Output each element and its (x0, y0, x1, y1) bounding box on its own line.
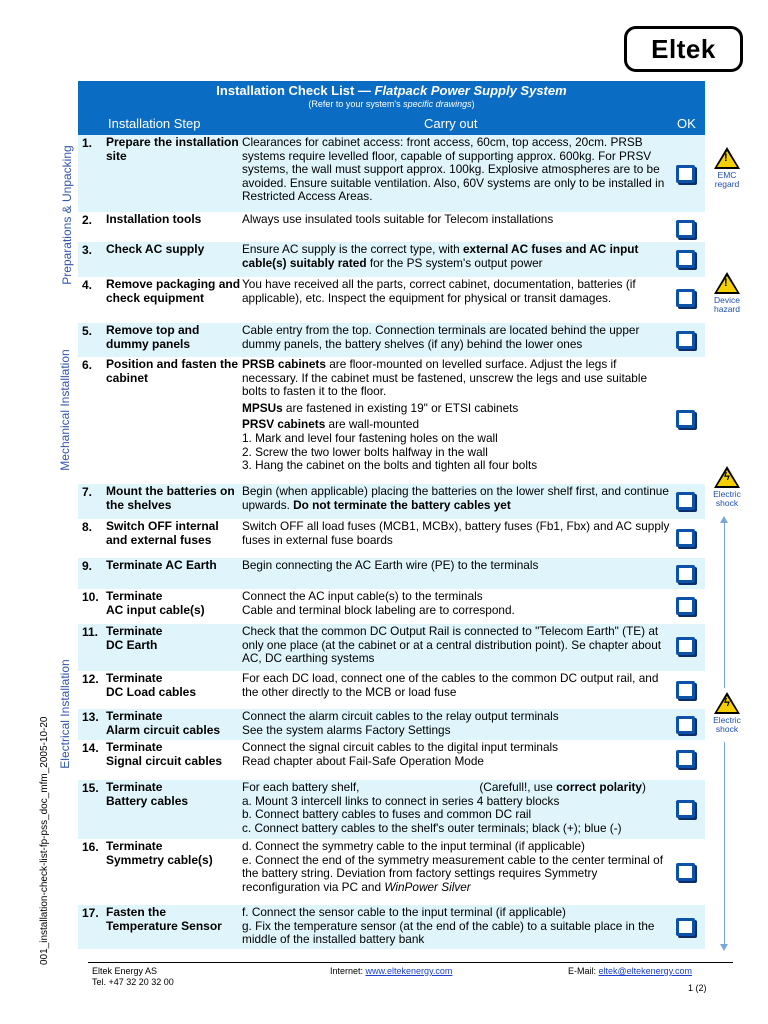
table-row (78, 558, 705, 589)
ok-checkbox[interactable] (676, 165, 695, 183)
step-title: Prepare the installation site (106, 135, 239, 163)
step-description: d. Connect the symmetry cable to the input terminal (if applicable) e. Connect the end of the symmetry measurement cable to the center terminal of the battery string. Deviation from factory settings requires Symmetry reconfiguration via PC and WinPower Silver (242, 839, 663, 894)
step-title: Switch OFF internal and external fuses (106, 519, 219, 547)
ok-checkbox[interactable] (676, 331, 695, 349)
step-title: Fasten the Temperature Sensor (106, 905, 222, 933)
section-label-prep: Preparations & Unpacking (60, 145, 74, 285)
ok-checkbox[interactable] (676, 410, 695, 428)
column-header-step: Installation Step (108, 116, 201, 131)
eltek-logo: Eltek (624, 26, 743, 72)
ok-checkbox[interactable] (676, 597, 695, 615)
step-number: 12. (82, 672, 99, 686)
step-number: 17. (82, 906, 99, 920)
step-description: PRSB cabinets are floor-mounted on levelled surface. Adjust the legs if necessary. If the cabinet must be fastened, unscrew the legs and use suitable bolts to fasten it to the floor. MPSUs are fastened in existing 19" or ETSI cabinets PRSV cabinets are wall-mounted 1. Mark and level four fastening holes on the wall 2. Screw the two lower bolts halfway in the wall 3. Hang the cabinet on the bolts and tighten all four bolts (242, 357, 648, 473)
range-line (724, 522, 725, 688)
table-row (78, 323, 705, 357)
step-title: Terminate Battery cables (106, 780, 189, 808)
step-number: 8. (82, 520, 93, 534)
step-description: For each DC load, connect one of the cables to the common DC output rail, and the other directly to the MCB or load fuse (242, 671, 659, 699)
step-description: Check that the common DC Output Rail is connected to "Telecom Earth" (TE) at only one place (at the cabinet or at a central distribution point). Se chapter about AC, DC earthing systems (242, 624, 662, 666)
step-number: 16. (82, 840, 99, 854)
table-row (78, 519, 705, 558)
warning-icon: ! (714, 272, 740, 294)
column-header-carry: Carry out (424, 116, 478, 131)
step-number: 2. (82, 213, 93, 227)
step-title: Terminate Alarm circuit cables (106, 709, 221, 737)
lightning-icon: ϟ (714, 692, 740, 714)
step-title: Remove packaging and check equipment (106, 277, 241, 305)
ok-checkbox[interactable] (676, 637, 695, 655)
document-id: 001_installation-check-list-fp-pss_doc_mfm_2005-10-20 (39, 716, 50, 965)
step-description: Always use insulated tools suitable for Telecom installations (242, 212, 554, 226)
step-title: Mount the batteries on the shelves (106, 484, 235, 512)
step-title: Terminate DC Earth (106, 624, 163, 652)
ok-checkbox[interactable] (676, 681, 695, 699)
step-title: Terminate AC input cable(s) (106, 589, 205, 617)
website-link[interactable]: www.eltekenergy.com (365, 966, 453, 976)
ok-checkbox[interactable] (676, 918, 695, 936)
step-title: Terminate Signal circuit cables (106, 740, 223, 768)
footer-divider (88, 962, 733, 963)
ok-checkbox[interactable] (676, 529, 695, 547)
checklist-header (78, 81, 705, 135)
step-number: 1. (82, 136, 93, 150)
step-description: You have received all the parts, correct cabinet, documentation, batteries (if applicable), etc. Inspect the equipment for physical or transit damages. (242, 277, 636, 305)
ok-checkbox[interactable] (676, 220, 695, 238)
step-number: 10. (82, 590, 99, 604)
footer-email: E-Mail: eltek@eltekenergy.com (568, 966, 693, 976)
step-number: 4. (82, 278, 93, 292)
step-title: Terminate AC Earth (106, 558, 217, 572)
step-description: For each battery shelf, (Carefull!, use correct polarity) a. Mount 3 intercell links to connect in series 4 battery blocks b. Connect battery cables to fuses and common DC rail c. Connect battery cables to the shelf's outer terminals; black (+); blue (-) (242, 780, 646, 835)
footer-internet: Internet: www.eltekenergy.com (330, 966, 453, 976)
page-number: 1 (2) (688, 983, 707, 993)
footer-phone: Tel. +47 32 20 32 00 (92, 977, 174, 987)
step-description: f. Connect the sensor cable to the input terminal (if applicable) g. Fix the temperature sensor (at the end of the cable) to a suitable place in the middle of the installed battery bank (242, 905, 655, 947)
step-description: Ensure AC supply is the correct type, with external AC fuses and AC input cable(s) suitably rated for the PS system's output power (242, 242, 639, 270)
step-title: Installation tools (106, 212, 202, 226)
step-description: Connect the AC input cable(s) to the terminals Cable and terminal block labeling are to correspond. (242, 589, 515, 617)
table-row (78, 589, 705, 624)
table-row (78, 709, 705, 740)
electric-shock-warning: ϟ Electric shock (707, 466, 747, 508)
step-title: Check AC supply (106, 242, 205, 256)
checklist-subtitle: (Refer to your system's specific drawings) (308, 99, 475, 109)
step-number: 11. (82, 625, 99, 639)
table-row (78, 839, 705, 905)
step-number: 9. (82, 559, 93, 573)
step-description: Switch OFF all load fuses (MCB1, MCBx), battery fuses (Fb1, Fbx) and AC supply fuses in external fuse boards (242, 519, 670, 547)
footer-company: Eltek Energy AS (92, 966, 158, 976)
table-row (78, 624, 705, 671)
checklist-title: Installation Check List — Flatpack Power Supply System (216, 83, 567, 98)
device-hazard-warning: ! Device hazard (707, 272, 747, 314)
range-line (724, 742, 725, 944)
table-row (78, 242, 705, 277)
lightning-icon: ϟ (714, 466, 740, 488)
step-description: Connect the signal circuit cables to the digital input terminals Read chapter about Fail-Safe Operation Mode (242, 740, 559, 768)
ok-checkbox[interactable] (676, 716, 695, 734)
step-title: Position and fasten the cabinet (106, 357, 239, 385)
warning-icon: ! (714, 147, 740, 169)
table-row (78, 740, 705, 780)
step-number: 14. (82, 741, 99, 755)
ok-checkbox[interactable] (676, 492, 695, 510)
ok-checkbox[interactable] (676, 800, 695, 818)
column-header-ok: OK (677, 116, 696, 131)
electric-shock-warning: ϟ Electric shock (707, 692, 747, 734)
table-row (78, 484, 705, 519)
step-number: 7. (82, 485, 93, 499)
step-number: 5. (82, 324, 93, 338)
table-row (78, 277, 705, 323)
range-arrow-down-icon (720, 944, 728, 951)
step-title: Remove top and dummy panels (106, 323, 200, 351)
step-title: Terminate DC Load cables (106, 671, 197, 699)
step-description: Clearances for cabinet access: front access, 60cm, top access, 20cm. PRSB systems require levelled floor, capable of supporting approx. 600kg. For PRSV systems, the wall must support approx. 100kg. Explosive atmospheres are to be avoided. Ensure suitable ventilation. Also, 60V systems are only to be installed in Restricted Access Areas. (242, 135, 665, 204)
step-number: 15. (82, 781, 99, 795)
step-title: Terminate Symmetry cable(s) (106, 839, 213, 867)
ok-checkbox[interactable] (676, 289, 695, 307)
step-description: Cable entry from the top. Connection terminals are located behind the upper dummy panels, the battery shelves (if any) behind the lower ones (242, 323, 640, 351)
section-label-elec: Electrical Installation (58, 659, 72, 769)
ok-checkbox[interactable] (676, 863, 695, 881)
emc-warning: ! EMC regard (707, 147, 747, 189)
table-row (78, 780, 705, 839)
section-label-mech: Mechanical Installation (58, 349, 72, 471)
step-number: 3. (82, 243, 93, 257)
ok-checkbox[interactable] (676, 250, 695, 268)
table-row (78, 135, 705, 212)
step-number: 13. (82, 710, 99, 724)
table-row (78, 212, 705, 242)
step-number: 6. (82, 358, 93, 372)
table-row (78, 357, 705, 484)
table-row (78, 905, 705, 949)
email-link[interactable]: eltek@eltekenergy.com (598, 966, 693, 976)
step-description: Begin (when applicable) placing the batteries on the lower shelf first, and continue upwards. Do not terminate the battery cables yet (242, 484, 669, 512)
table-row (78, 671, 705, 709)
step-description: Connect the alarm circuit cables to the relay output terminals See the system alarms Factory Settings (242, 709, 559, 737)
step-description: Begin connecting the AC Earth wire (PE) to the terminals (242, 558, 539, 572)
ok-checkbox[interactable] (676, 750, 695, 768)
ok-checkbox[interactable] (676, 565, 695, 583)
